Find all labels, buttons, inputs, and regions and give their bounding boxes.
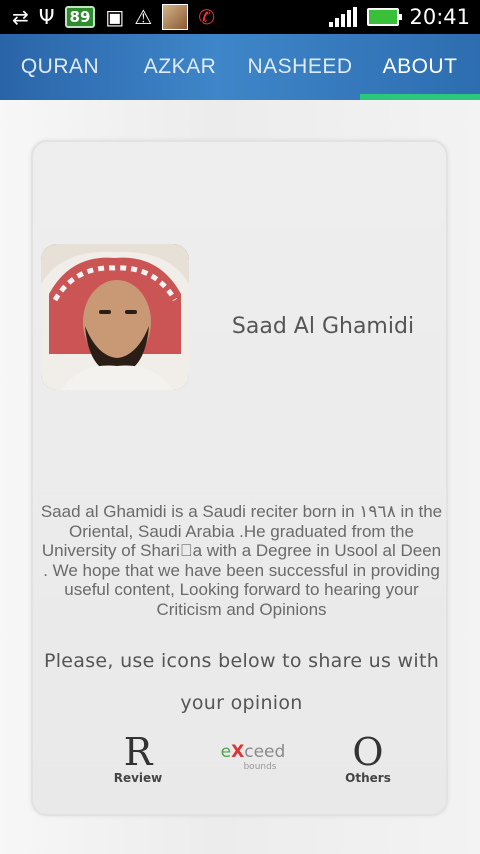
review-label: Review	[113, 771, 163, 785]
others-icon: O	[352, 730, 384, 774]
tab-azkar[interactable]: AZKAR	[143, 55, 217, 78]
share-prompt: Please, use icons below to share us with your opinion	[43, 650, 440, 714]
share-buttons	[103, 732, 403, 792]
review-button[interactable]	[103, 732, 173, 784]
about-card	[31, 140, 448, 816]
battery-level-badge: 89	[65, 6, 96, 28]
tab-quran[interactable]: QURAN	[20, 55, 100, 78]
others-button[interactable]	[333, 732, 403, 784]
clock: 20:41	[409, 5, 470, 29]
review-icon: R	[123, 730, 153, 774]
notification-icons	[12, 4, 215, 30]
exceed-logo-subtitle: bounds	[243, 762, 277, 772]
reciter-name: Saad Al Ghamidi	[231, 314, 415, 339]
sync-icon: ⇄	[12, 5, 29, 29]
others-label: Others	[345, 771, 391, 785]
system-icons	[329, 5, 470, 29]
image-icon: ▣	[105, 5, 125, 29]
about-text: Saad al Ghamidi is a Saudi reciter born in ١٩٦٨ in the Oriental, Saudi Arabia .He graduated from the University of Shari a with a Degree in Usool al Deen . We hope that we have been successful in providing useful content, Looking forward to hearing your Criticism and Opinions	[40, 502, 443, 619]
missed-call-icon: ✆	[198, 5, 215, 29]
warning-icon: ⚠	[134, 5, 153, 29]
exceed-logo-button[interactable]	[218, 732, 288, 772]
tab-nasheed[interactable]: NASHEED	[247, 55, 353, 78]
exceed-logo	[221, 742, 286, 772]
reciter-photo	[41, 244, 189, 390]
tab-about[interactable]: ABOUT	[360, 34, 480, 100]
tab-bar	[0, 34, 480, 100]
battery-charging-icon	[367, 8, 399, 26]
signal-icon	[329, 7, 357, 27]
contact-photo-icon	[162, 4, 188, 30]
usb-icon: Ψ	[38, 5, 55, 29]
exceed-logo-text: eXceed	[220, 742, 286, 762]
status-bar	[0, 0, 480, 34]
reciter-portrait-image	[41, 244, 189, 390]
